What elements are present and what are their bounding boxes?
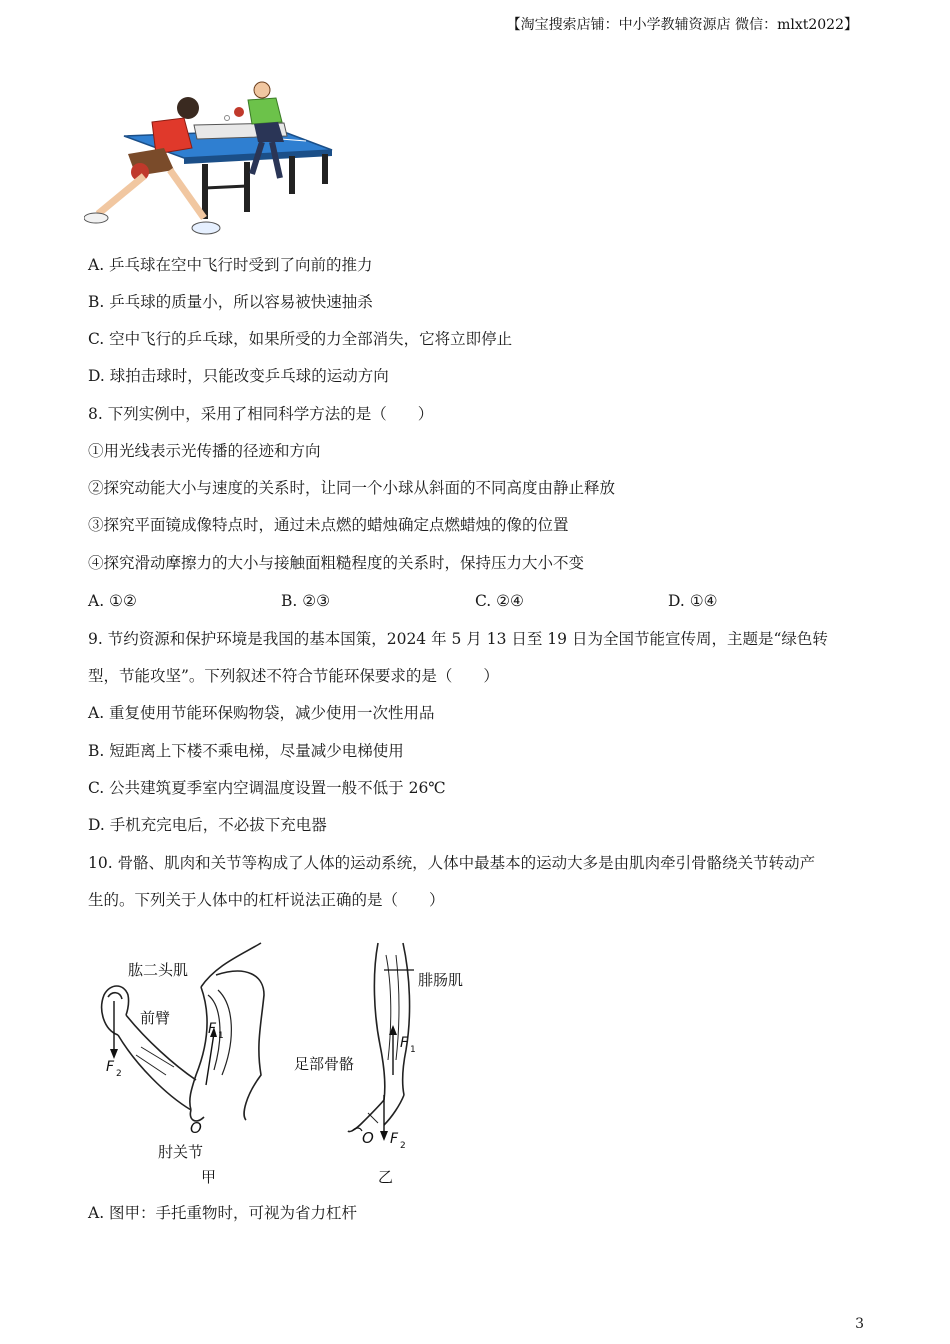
label-foot-bones: 足部骨骼 bbox=[294, 1055, 355, 1073]
table-tennis-illustration bbox=[84, 78, 334, 247]
label-f2: F bbox=[390, 1131, 399, 1147]
label-f2: F bbox=[106, 1059, 115, 1075]
q8-item-2: ②探究动能大小与速度的关系时，让同一个小球从斜面的不同高度由静止释放 bbox=[88, 479, 616, 497]
label-elbow: 肘关节 bbox=[158, 1143, 204, 1161]
label-calf-muscle: 腓肠肌 bbox=[418, 971, 464, 989]
figure-yi-leg bbox=[288, 935, 488, 1194]
q8-option-d: D. ①④ bbox=[668, 592, 718, 610]
q9-stem-line1: 9. 节约资源和保护环境是我国的基本国策，2024 年 5 月 13 日至 19 日为全国节能宣传周，主题是“绿色转 bbox=[88, 630, 828, 648]
q8-option-b: B. ②③ bbox=[281, 592, 331, 610]
label-f1: F bbox=[208, 1021, 217, 1037]
q7-option-c: C. 空中飞行的乒乓球，如果所受的力全部消失，它将立即停止 bbox=[88, 330, 513, 348]
caption-jia: 甲 bbox=[201, 1168, 217, 1186]
label-f2-sub: 2 bbox=[116, 1069, 122, 1079]
q9-option-c: C. 公共建筑夏季室内空调温度设置一般不低于 26℃ bbox=[88, 779, 446, 797]
page-header: 【淘宝搜索店铺：中小学教辅资源店 微信：mlxt2022】 bbox=[506, 17, 858, 33]
label-pivot-o: O bbox=[362, 1129, 374, 1147]
label-f1-sub: 1 bbox=[218, 1031, 224, 1041]
q9-stem-line2: 型，节能攻坚”。下列叙述不符合节能环保要求的是（ ） bbox=[88, 667, 499, 685]
q8-option-a: A. ①② bbox=[88, 592, 137, 610]
page-number: 3 bbox=[855, 1316, 864, 1332]
q8-item-3: ③探究平面镜成像特点时，通过未点燃的蜡烛确定点燃蜡烛的像的位置 bbox=[88, 516, 569, 534]
q7-option-d: D. 球拍击球时，只能改变乒乓球的运动方向 bbox=[88, 367, 389, 385]
label-f1: F bbox=[400, 1035, 409, 1051]
q7-option-a: A. 乒乓球在空中飞行时受到了向前的推力 bbox=[88, 256, 373, 274]
q8-stem: 8. 下列实例中，采用了相同科学方法的是（ ） bbox=[88, 405, 434, 423]
q9-option-d: D. 手机充完电后，不必拔下充电器 bbox=[88, 816, 327, 834]
label-pivot-o: O bbox=[190, 1119, 202, 1137]
q8-option-c: C. ②④ bbox=[475, 592, 524, 610]
q10-stem-line1: 10. 骨骼、肌肉和关节等构成了人体的运动系统，人体中最基本的运动大多是由肌肉牵引骨骼绕关节转动产 bbox=[88, 854, 816, 872]
label-biceps: 肱二头肌 bbox=[128, 961, 189, 979]
label-forearm: 前臂 bbox=[140, 1009, 171, 1027]
q9-option-b: B. 短距离上下楼不乘电梯，尽量减少电梯使用 bbox=[88, 742, 404, 760]
q10-stem-line2: 生的。下列关于人体中的杠杆说法正确的是（ ） bbox=[88, 891, 445, 909]
q8-item-1: ①用光线表示光传播的径迹和方向 bbox=[88, 442, 321, 460]
q8-item-4: ④探究滑动摩擦力的大小与接触面粗糙程度的关系时，保持压力大小不变 bbox=[88, 554, 585, 572]
q9-option-a: A. 重复使用节能环保购物袋，减少使用一次性用品 bbox=[88, 704, 435, 722]
figure-jia-arm bbox=[96, 935, 276, 1194]
label-f2-sub: 2 bbox=[400, 1141, 406, 1151]
label-f1-sub: 1 bbox=[410, 1045, 416, 1055]
caption-yi: 乙 bbox=[378, 1168, 394, 1186]
q7-option-b: B. 乒乓球的质量小，所以容易被快速抽杀 bbox=[88, 293, 373, 311]
q10-option-a: A. 图甲：手托重物时，可视为省力杠杆 bbox=[88, 1204, 358, 1222]
